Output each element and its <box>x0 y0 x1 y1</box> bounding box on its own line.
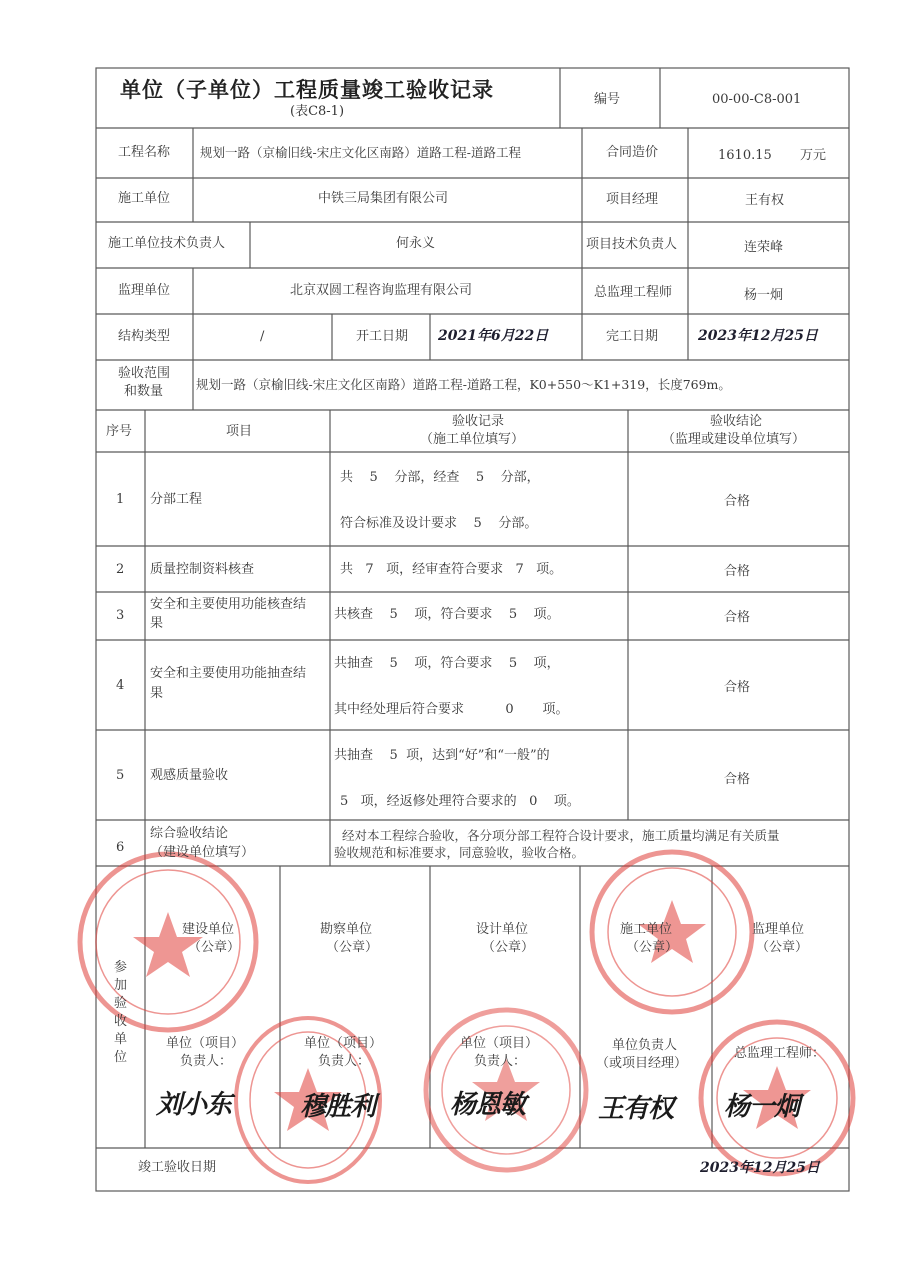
unit-1-role-2: 负责人： <box>180 1054 233 1069</box>
unit-2-signature: 穆胜利 <box>300 1092 376 1122</box>
row-4-line-1: 共抽查 5 项，符合要求 5 项， <box>334 656 560 671</box>
unit-2-role-2: 负责人： <box>318 1054 371 1069</box>
col-item-header: 项目 <box>226 424 253 439</box>
project-tech-lead: 连荣峰 <box>744 240 784 255</box>
structure-type-label: 结构类型 <box>118 329 171 344</box>
completion-date-label: 竣工验收日期 <box>138 1160 217 1175</box>
unit-3-name: 设计单位 <box>476 922 529 937</box>
col-conclusion-header: 验收结论 <box>710 414 763 429</box>
project-manager: 王有权 <box>745 193 785 208</box>
unit-1-name: 建设单位 <box>182 922 235 937</box>
supervision-unit: 北京双圆工程咨询监理有限公司 <box>290 283 473 298</box>
number-value: 00-00-C8-001 <box>712 92 802 107</box>
chief-supervisor: 杨一炯 <box>744 288 784 303</box>
row-3-item-line-2: 果 <box>150 616 164 631</box>
row-3-no: 3 <box>116 608 125 623</box>
unit-4-role-1: 单位负责人 <box>612 1038 678 1053</box>
row-3-result: 合格 <box>724 610 751 625</box>
unit-3-signature: 杨恩敏 <box>450 1090 526 1120</box>
row-6-line-1: 经对本工程综合验收，各分项分部工程符合设计要求，施工质量均满足有关质量 <box>342 828 780 843</box>
row-5-line-2: 5 项，经返修处理符合要求的 0 项。 <box>340 794 580 809</box>
side-label-3: 验 <box>114 996 128 1011</box>
project-name-label: 工程名称 <box>118 145 171 160</box>
project-tech-lead-label: 项目技术负责人 <box>586 237 678 252</box>
unit-1-role-1: 单位（项目） <box>166 1036 245 1051</box>
unit-5-role-1: 总监理工程师： <box>734 1046 826 1061</box>
unit-4-name: 施工单位 <box>620 922 673 937</box>
row-5-item: 观感质量验收 <box>150 768 229 783</box>
structure-type: / <box>260 329 265 344</box>
project-manager-label: 项目经理 <box>606 192 659 207</box>
start-date: 2021年6月22日 <box>438 328 549 344</box>
unit-4-seal: （公章） <box>626 940 679 955</box>
unit-2-role-1: 单位（项目） <box>304 1036 383 1051</box>
unit-5-name: 监理单位 <box>752 922 805 937</box>
completion-date: 2023年12月25日 <box>700 1160 820 1176</box>
col-record-header: 验收记录 <box>452 414 505 429</box>
start-date-label: 开工日期 <box>356 329 409 344</box>
tech-lead-label: 施工单位技术负责人 <box>108 236 226 251</box>
unit-3-role-1: 单位（项目） <box>460 1036 539 1051</box>
end-date-label: 完工日期 <box>606 329 659 344</box>
side-label-4: 收 <box>114 1014 128 1029</box>
side-label-5: 单 <box>114 1032 128 1047</box>
col-record-subheader: （施工单位填写） <box>420 432 525 447</box>
row-4-no: 4 <box>116 678 125 693</box>
unit-2-name: 勘察单位 <box>320 922 373 937</box>
unit-2-seal: （公章） <box>326 940 379 955</box>
row-2-item: 质量控制资料核查 <box>150 562 255 577</box>
side-label-1: 参 <box>114 960 128 975</box>
scope-text: 规划一路（京榆旧线-宋庄文化区南路）道路工程-道路工程，K0+550～K1+319，长度769m。 <box>196 377 731 392</box>
row-5-line-1: 共抽查 5 项，达到“好”和“一般”的 <box>334 748 550 763</box>
side-label-6: 位 <box>114 1050 128 1065</box>
unit-4-signature: 王有权 <box>598 1094 674 1124</box>
tech-lead: 何永义 <box>396 236 436 251</box>
row-1-no: 1 <box>116 492 125 507</box>
col-no-header: 序号 <box>106 424 133 439</box>
side-label-2: 加 <box>114 978 128 993</box>
unit-4-role-2: （或项目经理） <box>596 1056 688 1071</box>
construction-unit: 中铁三局集团有限公司 <box>318 191 449 206</box>
row-4-item-line-1: 安全和主要使用功能抽查结 <box>150 666 307 681</box>
form-code: (表C8-1) <box>290 104 345 119</box>
construction-unit-label: 施工单位 <box>118 191 171 206</box>
row-5-no: 5 <box>116 768 125 783</box>
unit-1-signature: 刘小东 <box>156 1090 232 1120</box>
row-1-item: 分部工程 <box>150 492 203 507</box>
row-1-line-1: 共 5 分部，经查 5 分部， <box>340 470 540 485</box>
scope-label-1: 验收范围 <box>118 366 171 381</box>
unit-5-signature: 杨一炯 <box>724 1092 800 1122</box>
row-3-item-line-1: 安全和主要使用功能核查结 <box>150 597 307 612</box>
row-4-item-line-2: 果 <box>150 686 164 701</box>
row-6-item-line-2: （建设单位填写） <box>150 845 255 860</box>
row-6-no: 6 <box>116 840 125 855</box>
project-name: 规划一路（京榆旧线-宋庄文化区南路）道路工程-道路工程 <box>200 145 521 160</box>
end-date: 2023年12月25日 <box>698 328 818 344</box>
number-label: 编号 <box>594 92 621 107</box>
row-5-result: 合格 <box>724 772 751 787</box>
contract-price-label: 合同造价 <box>606 145 659 160</box>
row-4-line-2: 其中经处理后符合要求 0 项。 <box>334 702 569 717</box>
row-1-line-2: 符合标准及设计要求 5 分部。 <box>340 516 538 531</box>
row-2-no: 2 <box>116 562 125 577</box>
scope-label-2: 和数量 <box>124 384 164 399</box>
row-6-item-line-1: 综合验收结论 <box>150 826 229 841</box>
col-conclusion-subheader: （监理或建设单位填写） <box>662 432 806 447</box>
unit-3-seal: （公章） <box>482 940 535 955</box>
contract-price: 1610.15 <box>718 148 772 163</box>
unit-1-seal: （公章） <box>188 940 241 955</box>
row-2-result: 合格 <box>724 564 751 579</box>
row-3-line-1: 共核查 5 项，符合要求 5 项。 <box>334 607 560 622</box>
page-title: 单位（子单位）工程质量竣工验收记录 <box>120 78 494 102</box>
row-4-result: 合格 <box>724 680 751 695</box>
unit-3-role-2: 负责人： <box>474 1054 527 1069</box>
contract-unit: 万元 <box>800 148 827 163</box>
row-6-line-2: 验收规范和标准要求，同意验收，验收合格。 <box>334 845 585 860</box>
row-2-line-1: 共 7 项，经审查符合要求 7 项。 <box>340 562 563 577</box>
supervision-unit-label: 监理单位 <box>118 283 171 298</box>
chief-supervisor-label: 总监理工程师 <box>594 285 673 300</box>
unit-5-seal: （公章） <box>756 940 809 955</box>
row-1-result: 合格 <box>724 494 751 509</box>
